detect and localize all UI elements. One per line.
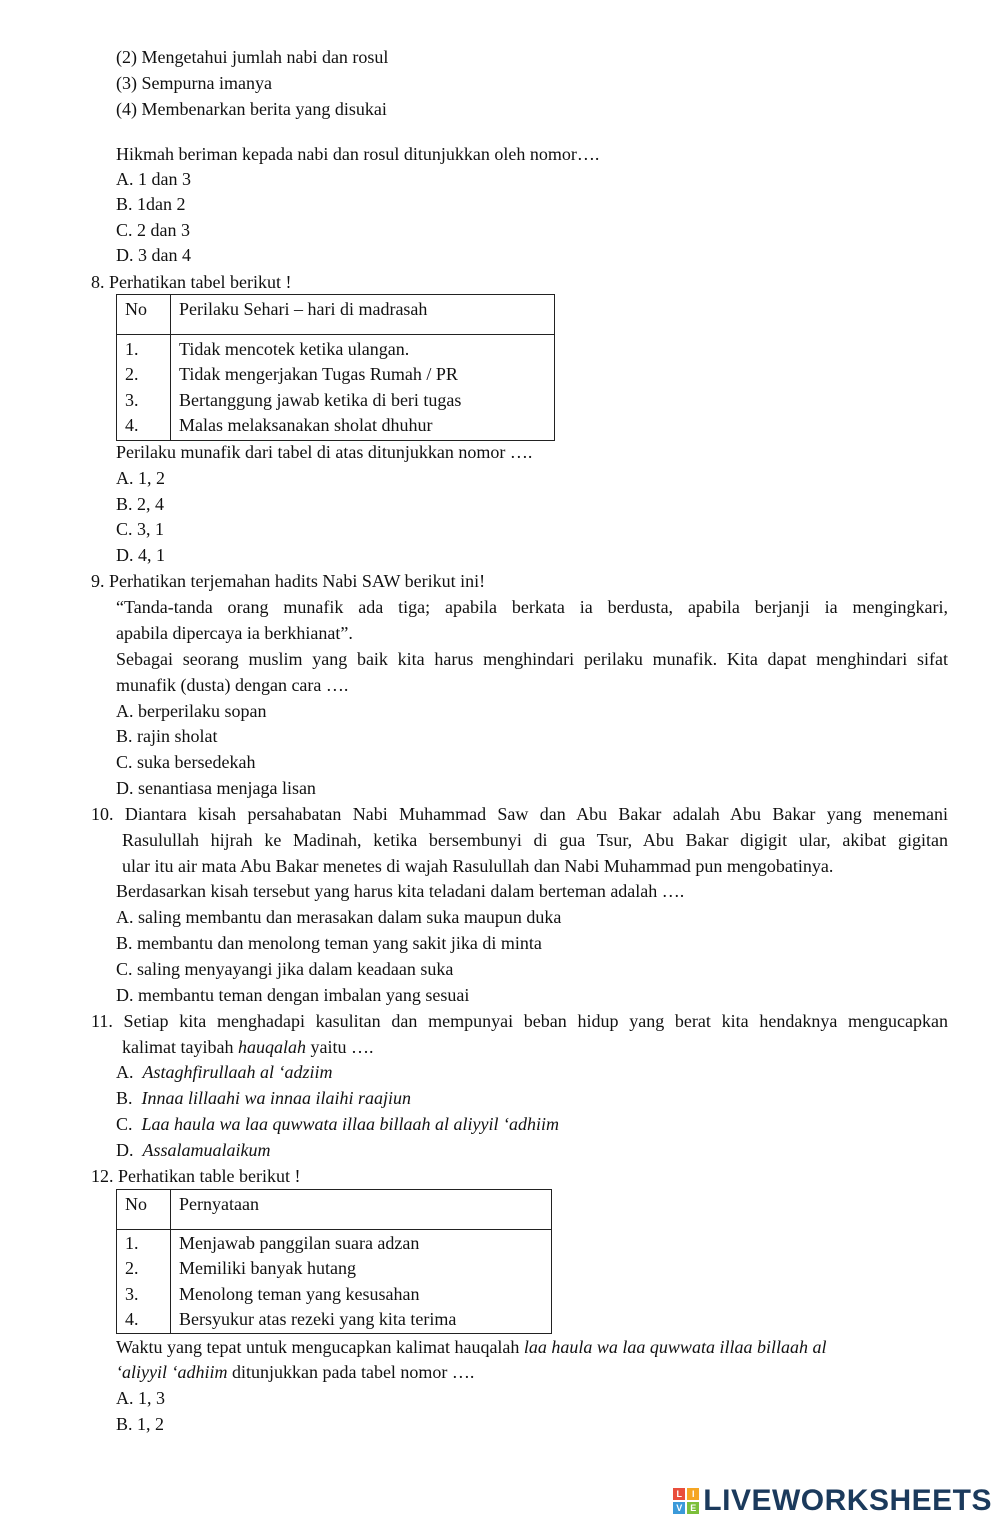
- answer-option[interactable]: D. senantiasa menjaga lisan: [116, 778, 316, 798]
- question-text: 10. Diantara kisah persahabatan Nabi Muhammad Saw dan Abu Bakar adalah Abu Bakar yang menemani: [91, 804, 948, 824]
- option-letter: D.: [116, 1140, 134, 1160]
- table-cell: Tidak mencotek ketika ulangan.: [179, 339, 410, 359]
- hadith-text: apabila dipercaya ia berkhianat”.: [116, 623, 353, 643]
- answer-option[interactable]: B. rajin sholat: [116, 726, 218, 746]
- term-italic: laa haula wa laa quwwata illaa billaah al: [523, 1337, 827, 1357]
- table-cell: Menjawab panggilan suara adzan: [179, 1233, 420, 1253]
- table-header: No: [125, 1194, 147, 1214]
- option-text: Laa haula wa laa quwwata illaa billaah al aliyyil ‘adhiim: [141, 1114, 560, 1134]
- question-text: Rasulullah hijrah ke Madinah, ketika bersembunyi di gua Tsur, Abu Bakar digigit ular, akibat gigitan: [122, 830, 948, 850]
- question-text: [122, 1036, 373, 1058]
- option-text: Astaghfirullaah al ‘adziim: [142, 1062, 333, 1082]
- term-italic: hauqalah: [237, 1037, 306, 1057]
- answer-option[interactable]: D. 3 dan 4: [116, 245, 191, 265]
- question-text-part: ditunjukkan pada tabel nomor ….: [227, 1362, 475, 1382]
- answer-option[interactable]: C. saling menyayangi jika dalam keadaan suka: [116, 959, 454, 979]
- table-header: No: [125, 299, 147, 319]
- table-cell: 4.: [125, 1309, 139, 1329]
- logo-tile: E: [687, 1502, 699, 1514]
- table-cell: Memiliki banyak hutang: [179, 1258, 356, 1278]
- question-text: Berdasarkan kisah tersebut yang harus kita teladani dalam berteman adalah ….: [116, 881, 685, 901]
- answer-option[interactable]: B. 2, 4: [116, 494, 165, 514]
- question-stem: 8. Perhatikan tabel berikut !: [91, 272, 292, 292]
- table-cell: 1.: [125, 1233, 139, 1253]
- table-header: Perilaku Sehari – hari di madrasah: [179, 299, 428, 319]
- table-cell: Tidak mengerjakan Tugas Rumah / PR: [179, 364, 458, 384]
- table-cell: 4.: [125, 415, 139, 435]
- table-divider: [117, 334, 554, 335]
- question-text: Sebagai seorang muslim yang baik kita harus menghindari perilaku munafik. Kita dapat menghindari sifat: [116, 649, 948, 669]
- table-cell: Menolong teman yang kesusahan: [179, 1284, 420, 1304]
- question-text: 11. Setiap kita menghadapi kasulitan dan mempunyai beban hidup yang berat kita hendaknya mengucapkan: [91, 1011, 948, 1031]
- answer-option[interactable]: A. 1, 3: [116, 1388, 165, 1408]
- question-text: Hikmah beriman kepada nabi dan rosul ditunjukkan oleh nomor….: [116, 144, 600, 164]
- table-cell: 3.: [125, 1284, 139, 1304]
- answer-option[interactable]: [116, 1061, 333, 1083]
- question-stem: 12. Perhatikan table berikut !: [91, 1166, 301, 1186]
- table-divider: [170, 295, 171, 440]
- answer-option[interactable]: A. 1, 2: [116, 468, 165, 488]
- answer-option[interactable]: D. 4, 1: [116, 545, 165, 565]
- answer-option[interactable]: A. berperilaku sopan: [116, 701, 267, 721]
- table-divider: [117, 1229, 551, 1230]
- question-text: Perilaku munafik dari tabel di atas ditunjukkan nomor ….: [116, 442, 533, 462]
- table-cell: 2.: [125, 364, 139, 384]
- question-text: [116, 1361, 474, 1383]
- answer-option[interactable]: D. membantu teman dengan imbalan yang sesuai: [116, 985, 470, 1005]
- question-text: ular itu air mata Abu Bakar menetes di wajah Rasulullah dan Nabi Muhammad pun mengobatinya.: [122, 856, 834, 876]
- question-text-part: yaitu ….: [305, 1037, 374, 1057]
- logo-tile: L: [673, 1488, 685, 1500]
- question-text-part: Waktu yang tepat untuk mengucapkan kalimat hauqalah: [116, 1337, 524, 1357]
- option-text: Assalamualaikum: [142, 1140, 271, 1160]
- answer-option[interactable]: B. membantu dan menolong teman yang sakit jika di minta: [116, 933, 542, 953]
- logo-mark-icon: [673, 1488, 699, 1514]
- table-cell: Malas melaksanakan sholat dhuhur: [179, 415, 433, 435]
- table-cell: 3.: [125, 390, 139, 410]
- answer-option[interactable]: C. 3, 1: [116, 519, 165, 539]
- intro-item: (2) Mengetahui jumlah nabi dan rosul: [116, 47, 389, 67]
- option-letter: C.: [116, 1114, 133, 1134]
- answer-option[interactable]: C. 2 dan 3: [116, 220, 190, 240]
- answer-option[interactable]: [116, 1139, 271, 1161]
- answer-option[interactable]: B. 1dan 2: [116, 194, 186, 214]
- table-divider: [170, 1190, 171, 1333]
- table-cell: 2.: [125, 1258, 139, 1278]
- option-letter: A.: [116, 1062, 134, 1082]
- statement-table: [116, 1189, 552, 1334]
- question-text: [116, 1336, 826, 1358]
- question-text-part: kalimat tayibah: [122, 1037, 238, 1057]
- term-italic: ‘aliyyil ‘adhiim: [116, 1362, 228, 1382]
- question-stem: 9. Perhatikan terjemahan hadits Nabi SAW berikut ini!: [91, 571, 486, 591]
- answer-option[interactable]: [116, 1087, 411, 1109]
- table-cell: Bersyukur atas rezeki yang kita terima: [179, 1309, 457, 1329]
- table-cell: 1.: [125, 339, 139, 359]
- logo-tile: I: [687, 1488, 699, 1500]
- intro-item: (3) Sempurna imanya: [116, 73, 272, 93]
- option-text: Innaa lillaahi wa innaa ilaihi raajiun: [141, 1088, 412, 1108]
- answer-option[interactable]: [116, 1113, 559, 1135]
- hadith-text: “Tanda-tanda orang munafik ada tiga; apabila berkata ia berdusta, apabila berjanji ia mengingkari,: [116, 597, 948, 617]
- table-cell: Bertanggung jawab ketika di beri tugas: [179, 390, 462, 410]
- table-header: Pernyataan: [179, 1194, 259, 1214]
- option-letter: B.: [116, 1088, 133, 1108]
- logo-tile: V: [673, 1502, 685, 1514]
- answer-option[interactable]: C. suka bersedekah: [116, 752, 256, 772]
- brand-name: LIVEWORKSHEETS: [703, 1484, 992, 1517]
- liveworksheets-logo[interactable]: [673, 1484, 992, 1518]
- behavior-table: [116, 294, 555, 441]
- answer-option[interactable]: B. 1, 2: [116, 1414, 165, 1434]
- question-text: munafik (dusta) dengan cara ….: [116, 675, 349, 695]
- answer-option[interactable]: A. saling membantu dan merasakan dalam suka maupun duka: [116, 907, 562, 927]
- intro-item: (4) Membenarkan berita yang disukai: [116, 99, 387, 119]
- answer-option[interactable]: A. 1 dan 3: [116, 169, 191, 189]
